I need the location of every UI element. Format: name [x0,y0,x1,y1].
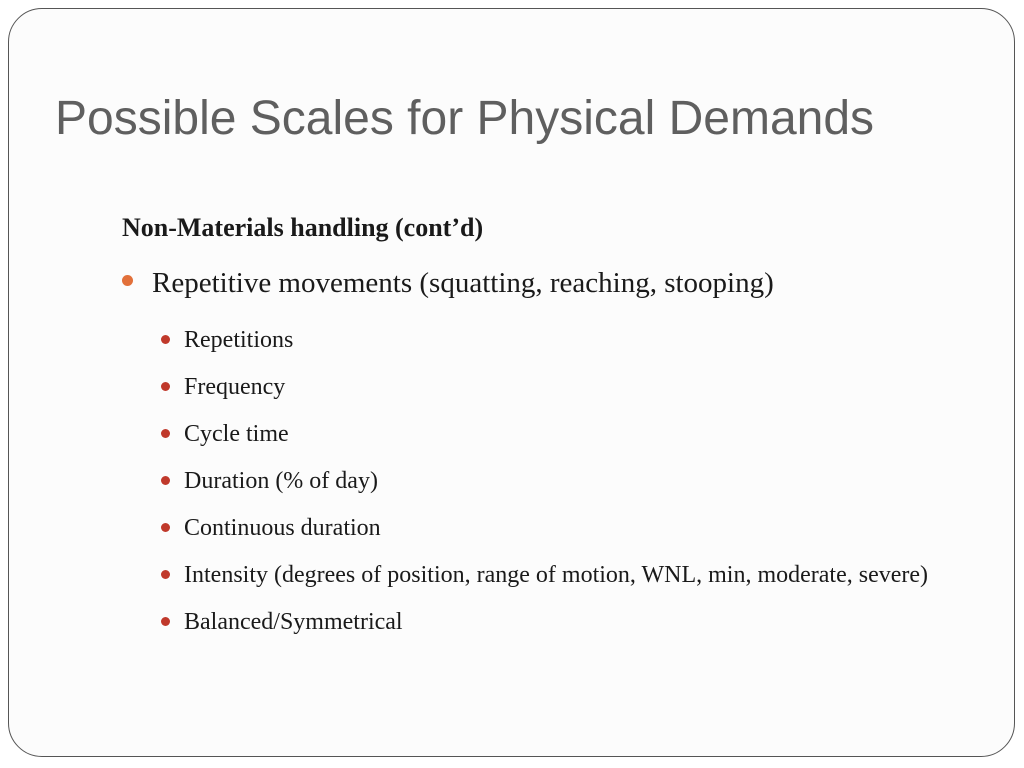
sub-bullet-text: Balanced/Symmetrical [184,609,403,635]
sub-bullet-text: Duration (% of day) [184,468,378,494]
main-bullet-item [122,267,774,300]
bullet-dot-icon [161,570,170,579]
sub-bullet-list [159,319,949,648]
sub-bullet-text: Cycle time [184,421,289,447]
sub-bullet-item [159,601,949,643]
slide-title: Possible Scales for Physical Demands [55,92,875,145]
sub-bullet-text: Frequency [184,374,286,400]
sub-bullet-item [159,366,949,408]
main-bullet-text: Repetitive movements (squatting, reaching, stooping) [152,267,774,299]
sub-bullet-text: Intensity (degrees of position, range of motion, WNL, min, moderate, severe) [184,562,929,588]
sub-bullet-item [159,413,949,455]
bullet-dot-icon [161,476,170,485]
bullet-dot-icon [161,429,170,438]
section-heading: Non-Materials handling (cont’d) [122,213,484,242]
sub-bullet-item [159,507,949,549]
sub-bullet-item [159,460,949,502]
bullet-dot-icon [161,523,170,532]
sub-bullet-item [159,319,949,361]
sub-bullet-text: Continuous duration [184,515,381,541]
slide-frame [8,8,1015,757]
bullet-dot-icon [161,335,170,344]
bullet-dot-icon [122,275,133,286]
sub-bullet-text: Repetitions [184,327,294,353]
bullet-dot-icon [161,382,170,391]
bullet-dot-icon [161,617,170,626]
sub-bullet-item [159,554,949,596]
